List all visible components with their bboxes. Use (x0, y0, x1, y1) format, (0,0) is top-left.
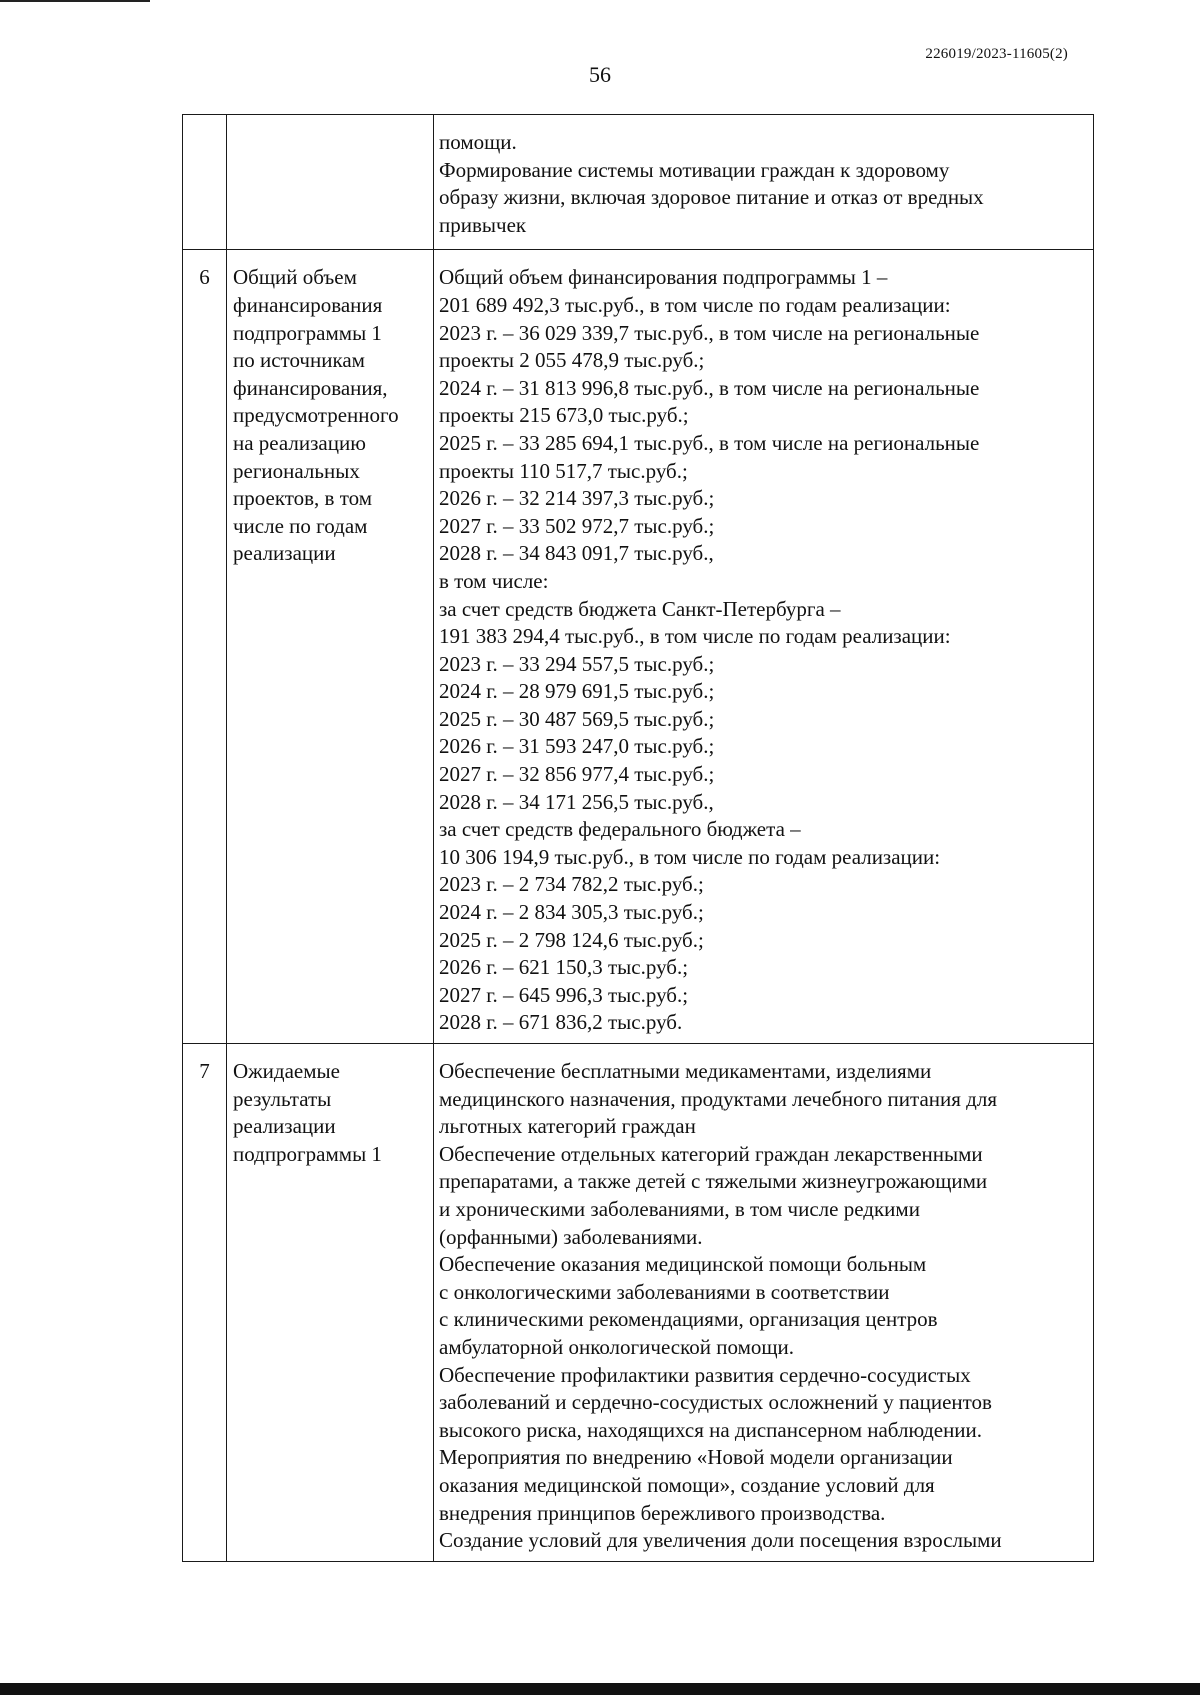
content-line: 2023 г. – 33 294 557,5 тыс.руб.; (439, 651, 715, 676)
content-line: в том числе: (439, 568, 549, 593)
label-line: по источникам (233, 348, 365, 373)
content-line: амбулаторной онкологической помощи. (439, 1334, 795, 1359)
scan-artifact-top-line (0, 0, 150, 2)
content-line: высокого риска, находящихся на диспансерном наблюдении. (439, 1417, 983, 1442)
content-line: (орфанными) заболеваниями. (439, 1224, 703, 1249)
page-number: 56 (589, 62, 611, 87)
row-label-cell (227, 115, 434, 250)
content-line: 2026 г. – 32 214 397,3 тыс.руб.; (439, 486, 715, 511)
content-line: Создание условий для увеличения доли посещения взрослыми (439, 1528, 1002, 1553)
label-line: финансирования, (233, 375, 388, 400)
label-line: на реализацию (233, 430, 366, 455)
content-line: и хроническими заболеваниями, в том числе редкими (439, 1196, 920, 1221)
content-line: 2024 г. – 28 979 691,5 тыс.руб.; (439, 679, 715, 704)
label-line: предусмотренного (233, 403, 399, 428)
content-line: Обеспечение оказания медицинской помощи больным (439, 1252, 927, 1277)
row-label-cell (227, 250, 434, 1044)
content-line: Мероприятия по внедрению «Новой модели организации (439, 1445, 953, 1470)
label-line: числе по годам (233, 513, 368, 538)
row-number-cell: 7 (183, 1044, 227, 1562)
content-line: 2026 г. – 621 150,3 тыс.руб.; (439, 955, 689, 980)
table-row (183, 115, 1094, 250)
content-line: 2025 г. – 2 798 124,6 тыс.руб.; (439, 927, 704, 952)
content-line: Обеспечение бесплатными медикаментами, изделиями (439, 1059, 932, 1083)
label-line: Общий объем (233, 265, 357, 290)
content-line: 2024 г. – 2 834 305,3 тыс.руб.; (439, 900, 704, 925)
content-line: проекты 2 055 478,9 тыс.руб.; (439, 348, 705, 373)
content-line: 2023 г. – 36 029 339,7 тыс.руб., в том числе на региональные (439, 320, 980, 345)
label-line: реализации (233, 541, 336, 566)
row-label-cell (227, 1044, 434, 1562)
label-line: подпрограммы 1 (233, 1141, 382, 1166)
table-body (183, 115, 1094, 1562)
content-line: привычек (439, 212, 527, 237)
label-line: подпрограммы 1 (233, 320, 382, 345)
content-line: за счет средств бюджета Санкт-Петербурга – (439, 596, 841, 621)
content-line: 2024 г. – 31 813 996,8 тыс.руб., в том числе на региональные (439, 375, 980, 400)
document-id: 226019/2023-11605(2) (925, 46, 1068, 62)
content-line: медицинского назначения, продуктами лечебного питания для (439, 1086, 997, 1111)
table-row (183, 1044, 1094, 1562)
content-line: 2028 г. – 671 836,2 тыс.руб. (439, 1010, 683, 1035)
label-line: реализации (233, 1114, 336, 1139)
content-line: Формирование системы мотивации граждан к здоровому (439, 157, 950, 182)
content-line: льготных категорий граждан (439, 1114, 696, 1139)
content-line: препаратами, а также детей с тяжелыми жизнеугрожающими (439, 1169, 988, 1194)
content-line: помощи. (439, 130, 517, 154)
content-line: проекты 215 673,0 тыс.руб.; (439, 403, 689, 428)
content-line: 2027 г. – 645 996,3 тыс.руб.; (439, 982, 689, 1007)
content-line: 2023 г. – 2 734 782,2 тыс.руб.; (439, 872, 704, 897)
scan-artifact-bottom-bar (0, 1683, 1200, 1695)
label-line: Ожидаемые (233, 1059, 340, 1083)
content-line: заболеваний и сердечно-сосудистых осложнений у пациентов (439, 1390, 992, 1415)
content-line: с онкологическими заболеваниями в соответствии (439, 1279, 890, 1304)
content-line: 2025 г. – 33 285 694,1 тыс.руб., в том числе на региональные (439, 430, 980, 455)
label-line: проектов, в том (233, 486, 373, 511)
content-line: 2028 г. – 34 843 091,7 тыс.руб., (439, 541, 714, 566)
table-row (183, 250, 1094, 1044)
content-line: внедрения принципов бережливого производства. (439, 1500, 886, 1525)
content-line: за счет средств федерального бюджета – (439, 817, 801, 842)
row-content-cell (434, 115, 1094, 250)
content-line: 2027 г. – 33 502 972,7 тыс.руб.; (439, 513, 715, 538)
program-table (182, 114, 1094, 1562)
content-line: 2027 г. – 32 856 977,4 тыс.руб.; (439, 762, 715, 787)
content-line: 2026 г. – 31 593 247,0 тыс.руб.; (439, 734, 715, 759)
content-line: оказания медицинской помощи», создание условий для (439, 1472, 935, 1497)
content-line: Обеспечение профилактики развития сердечно-сосудистых (439, 1362, 971, 1387)
content-line: 10 306 194,9 тыс.руб., в том числе по годам реализации: (439, 844, 941, 869)
content-line: проекты 110 517,7 тыс.руб.; (439, 458, 688, 483)
content-line: 191 383 294,4 тыс.руб., в том числе по годам реализации: (439, 624, 951, 649)
row-content-cell (434, 1044, 1094, 1562)
row-content-cell (434, 250, 1094, 1044)
label-line: финансирования (233, 292, 383, 317)
row-number-cell: 6 (183, 250, 227, 1044)
content-line: с клиническими рекомендациями, организация центров (439, 1307, 938, 1332)
content-line: образу жизни, включая здоровое питание и отказ от вредных (439, 185, 984, 210)
content-line: Обеспечение отдельных категорий граждан лекарственными (439, 1141, 983, 1166)
content-line: 2028 г. – 34 171 256,5 тыс.руб., (439, 789, 714, 814)
content-line: 201 689 492,3 тыс.руб., в том числе по годам реализации: (439, 292, 951, 317)
label-line: региональных (233, 458, 360, 483)
row-number-cell (183, 115, 227, 250)
content-line: Общий объем финансирования подпрограммы 1 – (439, 265, 888, 290)
content-line: 2025 г. – 30 487 569,5 тыс.руб.; (439, 706, 715, 731)
label-line: результаты (233, 1086, 332, 1111)
